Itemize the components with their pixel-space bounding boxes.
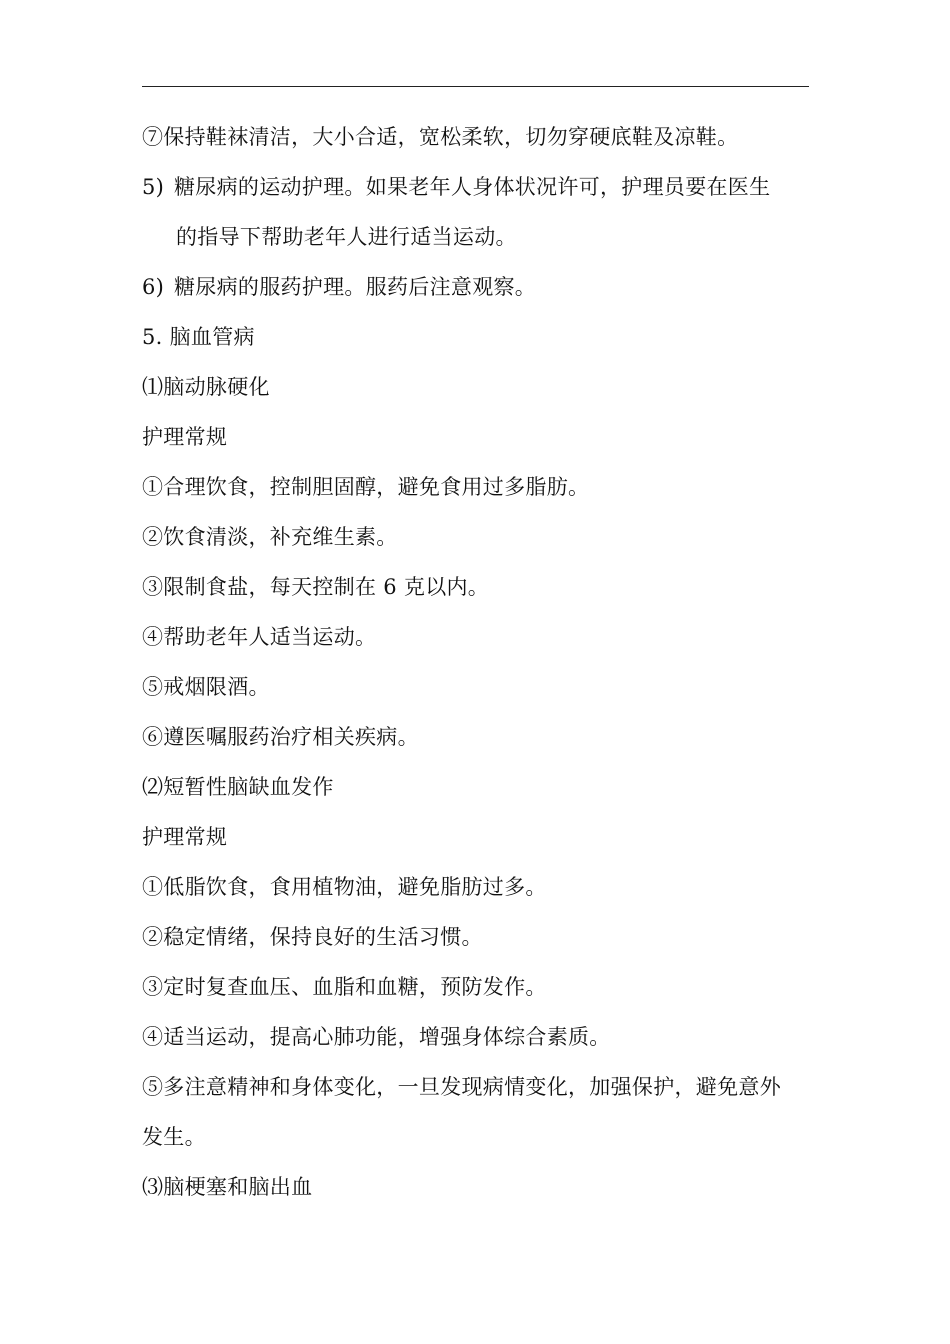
paragraph-text: 糖尿病的服药护理。服药后注意观察。 (174, 275, 537, 299)
paragraph-diabetes-exercise (142, 162, 809, 212)
list-item: ⑤戒烟限酒。 (142, 675, 270, 699)
subsection-heading-stroke: ⑶脑梗塞和脑出血 (142, 1175, 313, 1199)
subsection-heading-tia: ⑵短暂性脑缺血发作 (142, 775, 334, 799)
care-routine-heading: 护理常规 (142, 425, 228, 449)
list-item-continuation: 发生。 (142, 1125, 206, 1149)
document-body (142, 112, 809, 1212)
list-item: ③限制食盐，每天控制在 6 克以内。 (142, 575, 490, 599)
list-item: ②稳定情绪，保持良好的生活习惯。 (142, 925, 483, 949)
list-item: ⑤多注意精神和身体变化，一旦发现病情变化，加强保护，避免意外 (142, 1075, 781, 1099)
list-number: 5) (142, 175, 165, 199)
care-routine-heading: 护理常规 (142, 825, 228, 849)
paragraph-diabetes-medication (142, 262, 809, 312)
list-item: ③定时复查血压、血脂和血糖，预防发作。 (142, 975, 547, 999)
paragraph-continuation: 的指导下帮助老年人进行适当运动。 (176, 225, 517, 249)
list-item: ①低脂饮食，食用植物油，避免脂肪过多。 (142, 875, 547, 899)
header-rule (142, 86, 809, 87)
list-item: ④帮助老年人适当运动。 (142, 625, 377, 649)
list-item: ①合理饮食，控制胆固醇，避免食用过多脂肪。 (142, 475, 590, 499)
section-heading-cerebrovascular: 5. 脑血管病 (142, 325, 255, 349)
paragraph-text: 糖尿病的运动护理。如果老年人身体状况许可，护理员要在医生 (174, 175, 771, 199)
list-item: ②饮食清淡，补充维生素。 (142, 525, 398, 549)
subsection-heading-atherosclerosis: ⑴脑动脉硬化 (142, 375, 270, 399)
list-item: ⑥遵医嘱服药治疗相关疾病。 (142, 725, 419, 749)
list-item: ④适当运动，提高心肺功能，增强身体综合素质。 (142, 1025, 611, 1049)
paragraph-item-7-shoes: ⑦保持鞋袜清洁，大小合适，宽松柔软，切勿穿硬底鞋及凉鞋。 (142, 125, 739, 149)
list-number: 6) (142, 275, 165, 299)
